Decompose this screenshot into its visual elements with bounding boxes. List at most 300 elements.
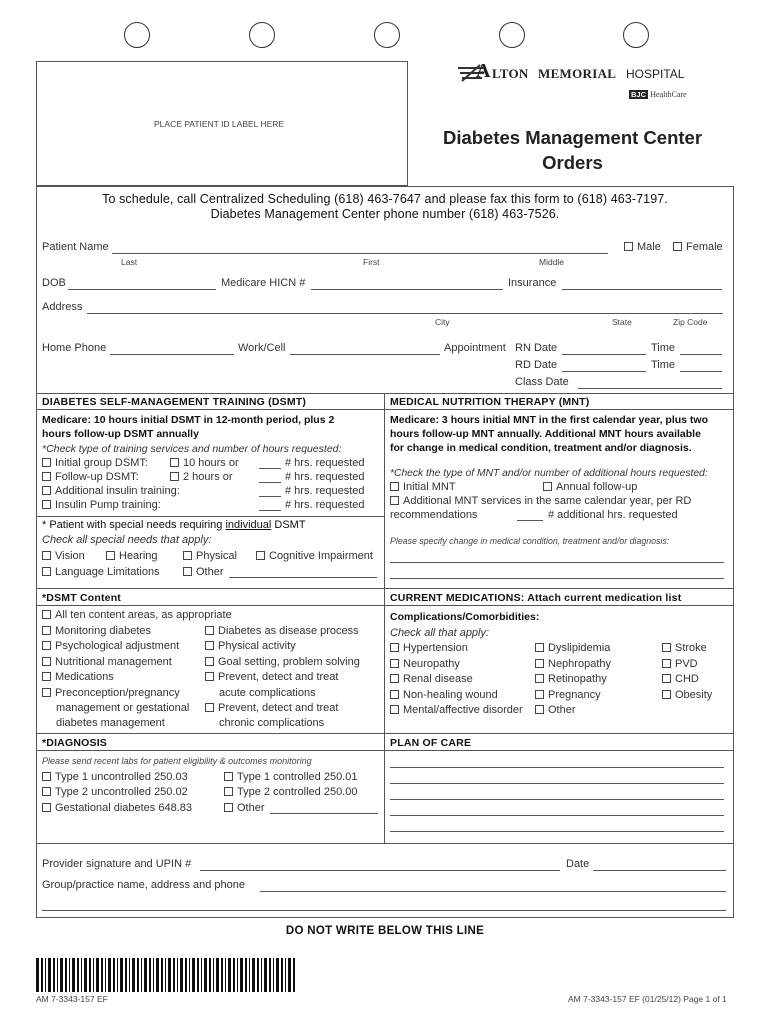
- patient-id-label-box[interactable]: [36, 61, 408, 186]
- hrs-requested-label: # hrs. requested: [285, 485, 365, 497]
- preconception-cont-1: management or gestational: [56, 702, 190, 714]
- checkbox-icon: [662, 674, 671, 683]
- 10-hours-label: 10 hours or: [183, 457, 239, 469]
- checkbox-icon: [42, 626, 51, 635]
- dsmt-medicare-line-1: Medicare: 10 hours initial DSMT in 12-month period, plus 2: [42, 414, 335, 426]
- barcode-bar: [77, 958, 79, 992]
- barcode-bar: [81, 958, 82, 992]
- barcode-bar: [105, 958, 106, 992]
- physical-activity-checkbox[interactable]: [205, 640, 296, 653]
- barcode-bar: [149, 958, 151, 992]
- barcode-bar: [192, 958, 195, 992]
- nutritional-checkbox[interactable]: [42, 656, 172, 669]
- checkbox-icon: [106, 551, 115, 560]
- section-divider: [36, 605, 734, 606]
- page-title: [420, 125, 725, 175]
- provider-signature-label: Provider signature and UPIN #: [42, 858, 192, 870]
- plan-line[interactable]: [390, 767, 724, 768]
- mental-disorder-label: Mental/affective disorder: [403, 704, 523, 716]
- renal-disease-checkbox[interactable]: [390, 673, 473, 686]
- comorbidity-other-checkbox[interactable]: [535, 704, 576, 717]
- checkbox-icon: [42, 458, 51, 467]
- barcode-bar: [252, 958, 255, 992]
- gestational-checkbox[interactable]: [42, 802, 192, 815]
- hearing-label: Hearing: [119, 550, 158, 562]
- checkbox-icon: [42, 641, 51, 650]
- barcode-bar: [129, 958, 130, 992]
- mnt-specify: Please specify change in medical condition, treatment and/or diagnosis:: [390, 536, 670, 546]
- pvd-checkbox[interactable]: [662, 658, 698, 671]
- barcode-bar: [233, 958, 235, 992]
- preconception-cont-2: diabetes management: [56, 717, 165, 729]
- state-caption: State: [612, 317, 632, 327]
- checkbox-icon: [42, 500, 51, 509]
- comorbidity-other-label: Other: [548, 704, 576, 716]
- hrs-requested-label: # hrs. requested: [285, 471, 365, 483]
- provider-signature-field[interactable]: [200, 870, 560, 871]
- pvd-label: PVD: [675, 658, 698, 670]
- psychological-checkbox[interactable]: [42, 640, 179, 653]
- complications-instruction: Check all that apply:: [390, 627, 490, 639]
- barcode-bar: [221, 958, 223, 992]
- additional-mnt-checkbox[interactable]: [390, 495, 691, 508]
- special-needs-post: DSMT: [271, 519, 306, 531]
- medicare-field[interactable]: [311, 289, 503, 290]
- insulin-training-checkbox[interactable]: [42, 485, 180, 498]
- form-code-right: AM 7-3343-157 EF (01/25/12) Page 1 of 1: [568, 994, 727, 1004]
- appointment-label: Appointment: [444, 342, 506, 354]
- checkbox-icon: [42, 610, 51, 619]
- section-divider: [36, 750, 734, 751]
- rn-time-field[interactable]: [680, 354, 722, 355]
- checkbox-icon: [170, 472, 179, 481]
- checkbox-icon: [390, 705, 399, 714]
- address-field[interactable]: [87, 313, 723, 314]
- insurance-field[interactable]: [562, 289, 722, 290]
- checkbox-icon: [535, 674, 544, 683]
- complications-heading: Complications/Comorbidities:: [390, 611, 540, 623]
- annual-followup-label: Annual follow-up: [556, 481, 638, 493]
- nutritional-label: Nutritional management: [55, 656, 172, 668]
- special-other-label: Other: [196, 566, 224, 578]
- mnt-specify-line[interactable]: [390, 578, 724, 579]
- special-needs-pre: * Patient with special needs requiring: [42, 519, 226, 531]
- diagnosis-other-checkbox[interactable]: [224, 802, 265, 815]
- insulin-hours-field[interactable]: [259, 496, 281, 497]
- rd-date-label: RD Date: [515, 359, 558, 371]
- barcode-bar: [204, 958, 207, 992]
- special-other-field[interactable]: [229, 577, 377, 578]
- checkbox-icon: [183, 551, 192, 560]
- current-medications-heading: CURRENT MEDICATIONS: Attach current medication list: [390, 592, 682, 604]
- class-date-field[interactable]: [578, 388, 722, 389]
- barcode-bar: [228, 958, 231, 992]
- dsmt-medicare-line-2: hours follow-up DSMT annually: [42, 428, 199, 440]
- special-needs-instruction: Check all special needs that apply:: [42, 534, 212, 546]
- barcode-bar: [237, 958, 238, 992]
- checkbox-icon: [42, 551, 51, 560]
- checkbox-icon: [205, 672, 214, 681]
- type1-uncontrolled-checkbox[interactable]: [42, 771, 188, 784]
- rd-time-field[interactable]: [680, 371, 722, 372]
- barcode-bar: [141, 958, 142, 992]
- barcode-bar: [189, 958, 190, 992]
- checkbox-icon: [42, 672, 51, 681]
- vision-checkbox[interactable]: [42, 550, 85, 563]
- plan-line[interactable]: [390, 783, 724, 784]
- type1-controlled-checkbox[interactable]: [224, 771, 357, 784]
- rn-date-field[interactable]: [562, 354, 646, 355]
- barcode-bar: [48, 958, 51, 992]
- bjc-text: HealthCare: [650, 90, 687, 99]
- schedule-line-1: To schedule, call Centralized Scheduling (618) 463-7647 and please fax this form to (618) 463-7197.: [102, 192, 668, 206]
- neuropathy-checkbox[interactable]: [390, 658, 460, 671]
- medicare-label: Medicare HICN #: [221, 277, 306, 289]
- 10-hours-checkbox[interactable]: [170, 457, 239, 470]
- barcode-bar: [261, 958, 262, 992]
- checkbox-icon: [42, 657, 51, 666]
- checkbox-icon: [535, 643, 544, 652]
- binder-hole: [623, 22, 649, 48]
- barcode-bar: [45, 958, 46, 992]
- special-other-checkbox[interactable]: [183, 566, 224, 579]
- followup-dsmt-label: Follow-up DSMT:: [55, 471, 139, 483]
- group-practice-label: Group/practice name, address and phone: [42, 879, 246, 891]
- initial-group-dsmt-label: Initial group DSMT:: [55, 457, 148, 469]
- barcode-bar: [273, 958, 274, 992]
- section-divider: [36, 393, 734, 394]
- chronic-complications-checkbox[interactable]: [205, 702, 338, 715]
- barcode-bar: [209, 958, 211, 992]
- barcode-bar: [225, 958, 226, 992]
- barcode-bar: [288, 958, 291, 992]
- cognitive-checkbox[interactable]: [256, 550, 373, 563]
- checkbox-icon: [224, 803, 233, 812]
- mnt-specify-line[interactable]: [390, 562, 724, 563]
- nephropathy-checkbox[interactable]: [535, 658, 611, 671]
- chd-label: CHD: [675, 673, 699, 685]
- last-caption: Last: [121, 257, 138, 267]
- barcode-bar: [153, 958, 154, 992]
- middle-caption: Middle: [539, 257, 565, 267]
- bjc-healthcare-logo: [629, 90, 687, 100]
- checkbox-icon: [205, 657, 214, 666]
- type1-uncontrolled-label: Type 1 uncontrolled 250.03: [55, 771, 188, 783]
- dyslipidemia-label: Dyslipidemia: [548, 642, 611, 654]
- barcode-bar: [132, 958, 135, 992]
- barcode-bar: [36, 958, 39, 992]
- first-caption: First: [363, 257, 380, 267]
- barcode-bar: [264, 958, 267, 992]
- barcode-image: [36, 958, 296, 992]
- section-divider: [36, 409, 734, 410]
- do-not-write-notice: DO NOT WRITE BELOW THIS LINE: [285, 925, 485, 937]
- patient-name-label: Patient Name: [42, 241, 109, 253]
- insulin-pump-label: Insulin Pump training:: [55, 499, 161, 511]
- barcode-bar: [93, 958, 94, 992]
- dsmt-content-heading: *DSMT Content: [42, 592, 122, 604]
- chd-checkbox[interactable]: [662, 673, 699, 686]
- checkbox-icon: [390, 674, 399, 683]
- type1-controlled-label: Type 1 controlled 250.01: [237, 771, 358, 783]
- neuropathy-label: Neuropathy: [403, 658, 460, 670]
- mental-disorder-checkbox[interactable]: [390, 704, 523, 717]
- plan-of-care-heading: PLAN OF CARE: [390, 737, 472, 749]
- signature-date-label: Date: [566, 858, 590, 870]
- initial-group-dsmt-checkbox[interactable]: [42, 457, 148, 470]
- mnt-heading: MEDICAL NUTRITION THERAPY (MNT): [390, 396, 590, 408]
- checkbox-icon: [390, 482, 399, 491]
- special-needs-individual: individual: [225, 519, 272, 531]
- checkbox-icon: [662, 643, 671, 652]
- schedule-info: [36, 192, 734, 222]
- physical-activity-label: Physical activity: [218, 640, 296, 652]
- group-practice-field-2[interactable]: [42, 910, 726, 911]
- female-checkbox[interactable]: [673, 241, 723, 254]
- checkbox-icon: [205, 703, 214, 712]
- male-checkbox[interactable]: [624, 241, 661, 254]
- checkbox-icon: [224, 787, 233, 796]
- hospital-logo: [456, 62, 696, 86]
- patient-name-field[interactable]: [112, 253, 608, 254]
- checkbox-icon: [535, 659, 544, 668]
- checkbox-icon: [42, 803, 51, 812]
- barcode-bar: [69, 958, 70, 992]
- barcode: [36, 958, 296, 992]
- additional-hours-field[interactable]: [517, 520, 543, 521]
- barcode-bar: [257, 958, 259, 992]
- barcode-bar: [108, 958, 111, 992]
- barcode-bar: [245, 958, 247, 992]
- disease-process-label: Diabetes as disease process: [218, 625, 359, 637]
- insulin-pump-checkbox[interactable]: [42, 499, 161, 512]
- barcode-bar: [173, 958, 175, 992]
- mnt-line-1: Medicare: 3 hours initial MNT in the first calendar year, plus two: [390, 414, 708, 426]
- checkbox-icon: [205, 641, 214, 650]
- pregnancy-label: Pregnancy: [548, 689, 601, 701]
- checkbox-icon: [390, 496, 399, 505]
- physical-label: Physical: [196, 550, 237, 562]
- additional-mnt-label: Additional MNT services in the same calendar year, per RD: [403, 495, 692, 507]
- zip-caption: Zip Code: [673, 317, 708, 327]
- title-line-2: Orders: [542, 152, 603, 173]
- vision-label: Vision: [55, 550, 85, 562]
- goal-setting-checkbox[interactable]: [205, 656, 360, 669]
- column-divider: [384, 393, 385, 843]
- plan-line[interactable]: [390, 815, 724, 816]
- form-code-left: AM 7-3343-157 EF: [36, 994, 108, 1004]
- type2-uncontrolled-checkbox[interactable]: [42, 786, 188, 799]
- diagnosis-other-field[interactable]: [270, 813, 378, 814]
- 2-hours-label: 2 hours or: [183, 471, 233, 483]
- dsmt-heading: DIABETES SELF-MANAGEMENT TRAINING (DSMT): [42, 396, 307, 408]
- cognitive-label: Cognitive Impairment: [269, 550, 373, 562]
- type2-uncontrolled-label: Type 2 uncontrolled 250.02: [55, 786, 188, 798]
- barcode-bar: [213, 958, 214, 992]
- preconception-checkbox[interactable]: [42, 687, 180, 700]
- rn-date-label: RN Date: [515, 342, 558, 354]
- preconception-label: Preconception/pregnancy: [55, 687, 180, 699]
- non-healing-wound-checkbox[interactable]: [390, 689, 498, 702]
- checkbox-icon: [256, 551, 265, 560]
- barcode-bar: [168, 958, 171, 992]
- goal-setting-label: Goal setting, problem solving: [218, 656, 360, 668]
- logo-hospital: HOSPITAL: [626, 67, 685, 81]
- renal-disease-label: Renal disease: [403, 673, 473, 685]
- insurance-label: Insurance: [508, 277, 557, 289]
- chronic-complications-cont: chronic complications: [219, 717, 325, 729]
- barcode-bar: [285, 958, 286, 992]
- checkbox-icon: [42, 567, 51, 576]
- barcode-bar: [65, 958, 67, 992]
- checkbox-icon: [42, 787, 51, 796]
- barcode-bar: [165, 958, 166, 992]
- address-label: Address: [42, 301, 83, 313]
- additional-hrs-label: # additional hrs. requested: [548, 509, 678, 521]
- dob-label: DOB: [42, 277, 66, 289]
- dsmt-instruction: *Check type of training services and number of hours requested:: [42, 443, 342, 455]
- checkbox-icon: [543, 482, 552, 491]
- language-checkbox[interactable]: [42, 566, 160, 579]
- checkbox-icon: [390, 690, 399, 699]
- barcode-bar: [137, 958, 139, 992]
- checkbox-icon: [42, 688, 51, 697]
- diagnosis-other-label: Other: [237, 802, 265, 814]
- rn-time-label: Time: [651, 342, 676, 354]
- medications-label: Medications: [55, 671, 114, 683]
- dyslipidemia-checkbox[interactable]: [535, 642, 610, 655]
- city-caption: City: [435, 317, 450, 327]
- work-cell-field[interactable]: [290, 354, 440, 355]
- barcode-bar: [293, 958, 295, 992]
- group-practice-field[interactable]: [260, 891, 726, 892]
- rd-date-field[interactable]: [562, 371, 646, 372]
- plan-line[interactable]: [390, 831, 724, 832]
- nephropathy-label: Nephropathy: [548, 658, 611, 670]
- mnt-line-2: hours follow-up MNT annually. Additional MNT hours available: [390, 428, 701, 440]
- section-divider: [36, 843, 734, 844]
- checkbox-icon: [662, 690, 671, 699]
- initial-hours-field[interactable]: [259, 468, 281, 469]
- acute-complications-checkbox[interactable]: [205, 671, 338, 684]
- checkbox-icon: [535, 690, 544, 699]
- barcode-bar: [216, 958, 219, 992]
- barcode-bar: [120, 958, 123, 992]
- section-divider: [36, 733, 734, 734]
- mnt-line-3: for change in medical condition, treatment and/or diagnosis.: [390, 442, 692, 454]
- pump-hours-field[interactable]: [259, 510, 281, 511]
- home-phone-field[interactable]: [110, 354, 234, 355]
- barcode-bar: [180, 958, 183, 992]
- hrs-requested-label: # hrs. requested: [285, 457, 365, 469]
- hypertension-checkbox[interactable]: [390, 642, 468, 655]
- stroke-label: Stroke: [675, 642, 707, 654]
- gestational-label: Gestational diabetes 648.83: [55, 802, 192, 814]
- barcode-bar: [276, 958, 279, 992]
- all-ten-label: All ten content areas, as appropriate: [55, 609, 232, 621]
- binder-hole: [249, 22, 275, 48]
- checkbox-icon: [224, 772, 233, 781]
- pregnancy-checkbox[interactable]: [535, 689, 601, 702]
- barcode-bar: [89, 958, 91, 992]
- stroke-checkbox[interactable]: [662, 642, 707, 655]
- hearing-checkbox[interactable]: [106, 550, 158, 563]
- diagnosis-instruction: Please send recent labs for patient eligibility & outcomes monitoring: [42, 756, 312, 766]
- barcode-bar: [53, 958, 55, 992]
- monitoring-checkbox[interactable]: [42, 625, 151, 638]
- section-divider: [36, 588, 734, 589]
- logo-memorial: MEMORIAL: [538, 66, 617, 81]
- medications-checkbox[interactable]: [42, 671, 114, 684]
- chronic-complications-label: Prevent, detect and treat: [218, 702, 339, 714]
- plan-line[interactable]: [390, 799, 724, 800]
- annual-followup-checkbox[interactable]: [543, 481, 637, 494]
- initial-mnt-checkbox[interactable]: [390, 481, 456, 494]
- obesity-checkbox[interactable]: [662, 689, 712, 702]
- followup-hours-field[interactable]: [259, 482, 281, 483]
- all-ten-checkbox[interactable]: [42, 609, 232, 622]
- recommendations-label: recommendations: [390, 509, 478, 521]
- title-line-1: Diabetes Management Center: [442, 127, 703, 148]
- checkbox-icon: [624, 242, 633, 251]
- checkbox-icon: [390, 643, 399, 652]
- checkbox-icon: [42, 486, 51, 495]
- checkbox-icon: [662, 659, 671, 668]
- logo-letter-a: A: [476, 60, 491, 82]
- non-healing-wound-label: Non-healing wound: [403, 689, 498, 701]
- barcode-bar: [96, 958, 99, 992]
- retinopathy-label: Retinopathy: [548, 673, 607, 685]
- patient-id-label-text: PLACE PATIENT ID LABEL HERE: [154, 119, 285, 129]
- special-needs-heading: [42, 519, 306, 532]
- barcode-bar: [161, 958, 163, 992]
- physical-checkbox[interactable]: [183, 550, 237, 563]
- class-date-label: Class Date: [515, 376, 569, 388]
- language-label: Language Limitations: [55, 566, 160, 578]
- checkbox-icon: [42, 472, 51, 481]
- barcode-bar: [60, 958, 63, 992]
- checkbox-icon: [390, 659, 399, 668]
- checkbox-icon: [673, 242, 682, 251]
- rd-time-label: Time: [651, 359, 676, 371]
- barcode-bar: [84, 958, 87, 992]
- binder-hole: [499, 22, 525, 48]
- signature-date-field[interactable]: [593, 870, 726, 871]
- followup-dsmt-checkbox[interactable]: [42, 471, 139, 484]
- barcode-bar: [113, 958, 115, 992]
- mnt-instruction: *Check the type of MNT and/or number of additional hours requested:: [390, 468, 708, 479]
- barcode-bar: [185, 958, 187, 992]
- barcode-bar: [144, 958, 147, 992]
- dob-field[interactable]: [68, 289, 216, 290]
- home-phone-label: Home Phone: [42, 342, 107, 354]
- barcode-bar: [249, 958, 250, 992]
- barcode-bar: [41, 958, 43, 992]
- barcode-bar: [281, 958, 283, 992]
- 2-hours-checkbox[interactable]: [170, 471, 233, 484]
- male-label: Male: [637, 241, 661, 253]
- logo-lton: LTON: [492, 66, 529, 81]
- retinopathy-checkbox[interactable]: [535, 673, 607, 686]
- binder-hole: [124, 22, 150, 48]
- barcode-bar: [57, 958, 58, 992]
- obesity-label: Obesity: [675, 689, 713, 701]
- disease-process-checkbox[interactable]: [205, 625, 359, 638]
- hrs-requested-label: # hrs. requested: [285, 499, 365, 511]
- type2-controlled-checkbox[interactable]: [224, 786, 357, 799]
- section-divider: [36, 516, 384, 517]
- barcode-bar: [269, 958, 271, 992]
